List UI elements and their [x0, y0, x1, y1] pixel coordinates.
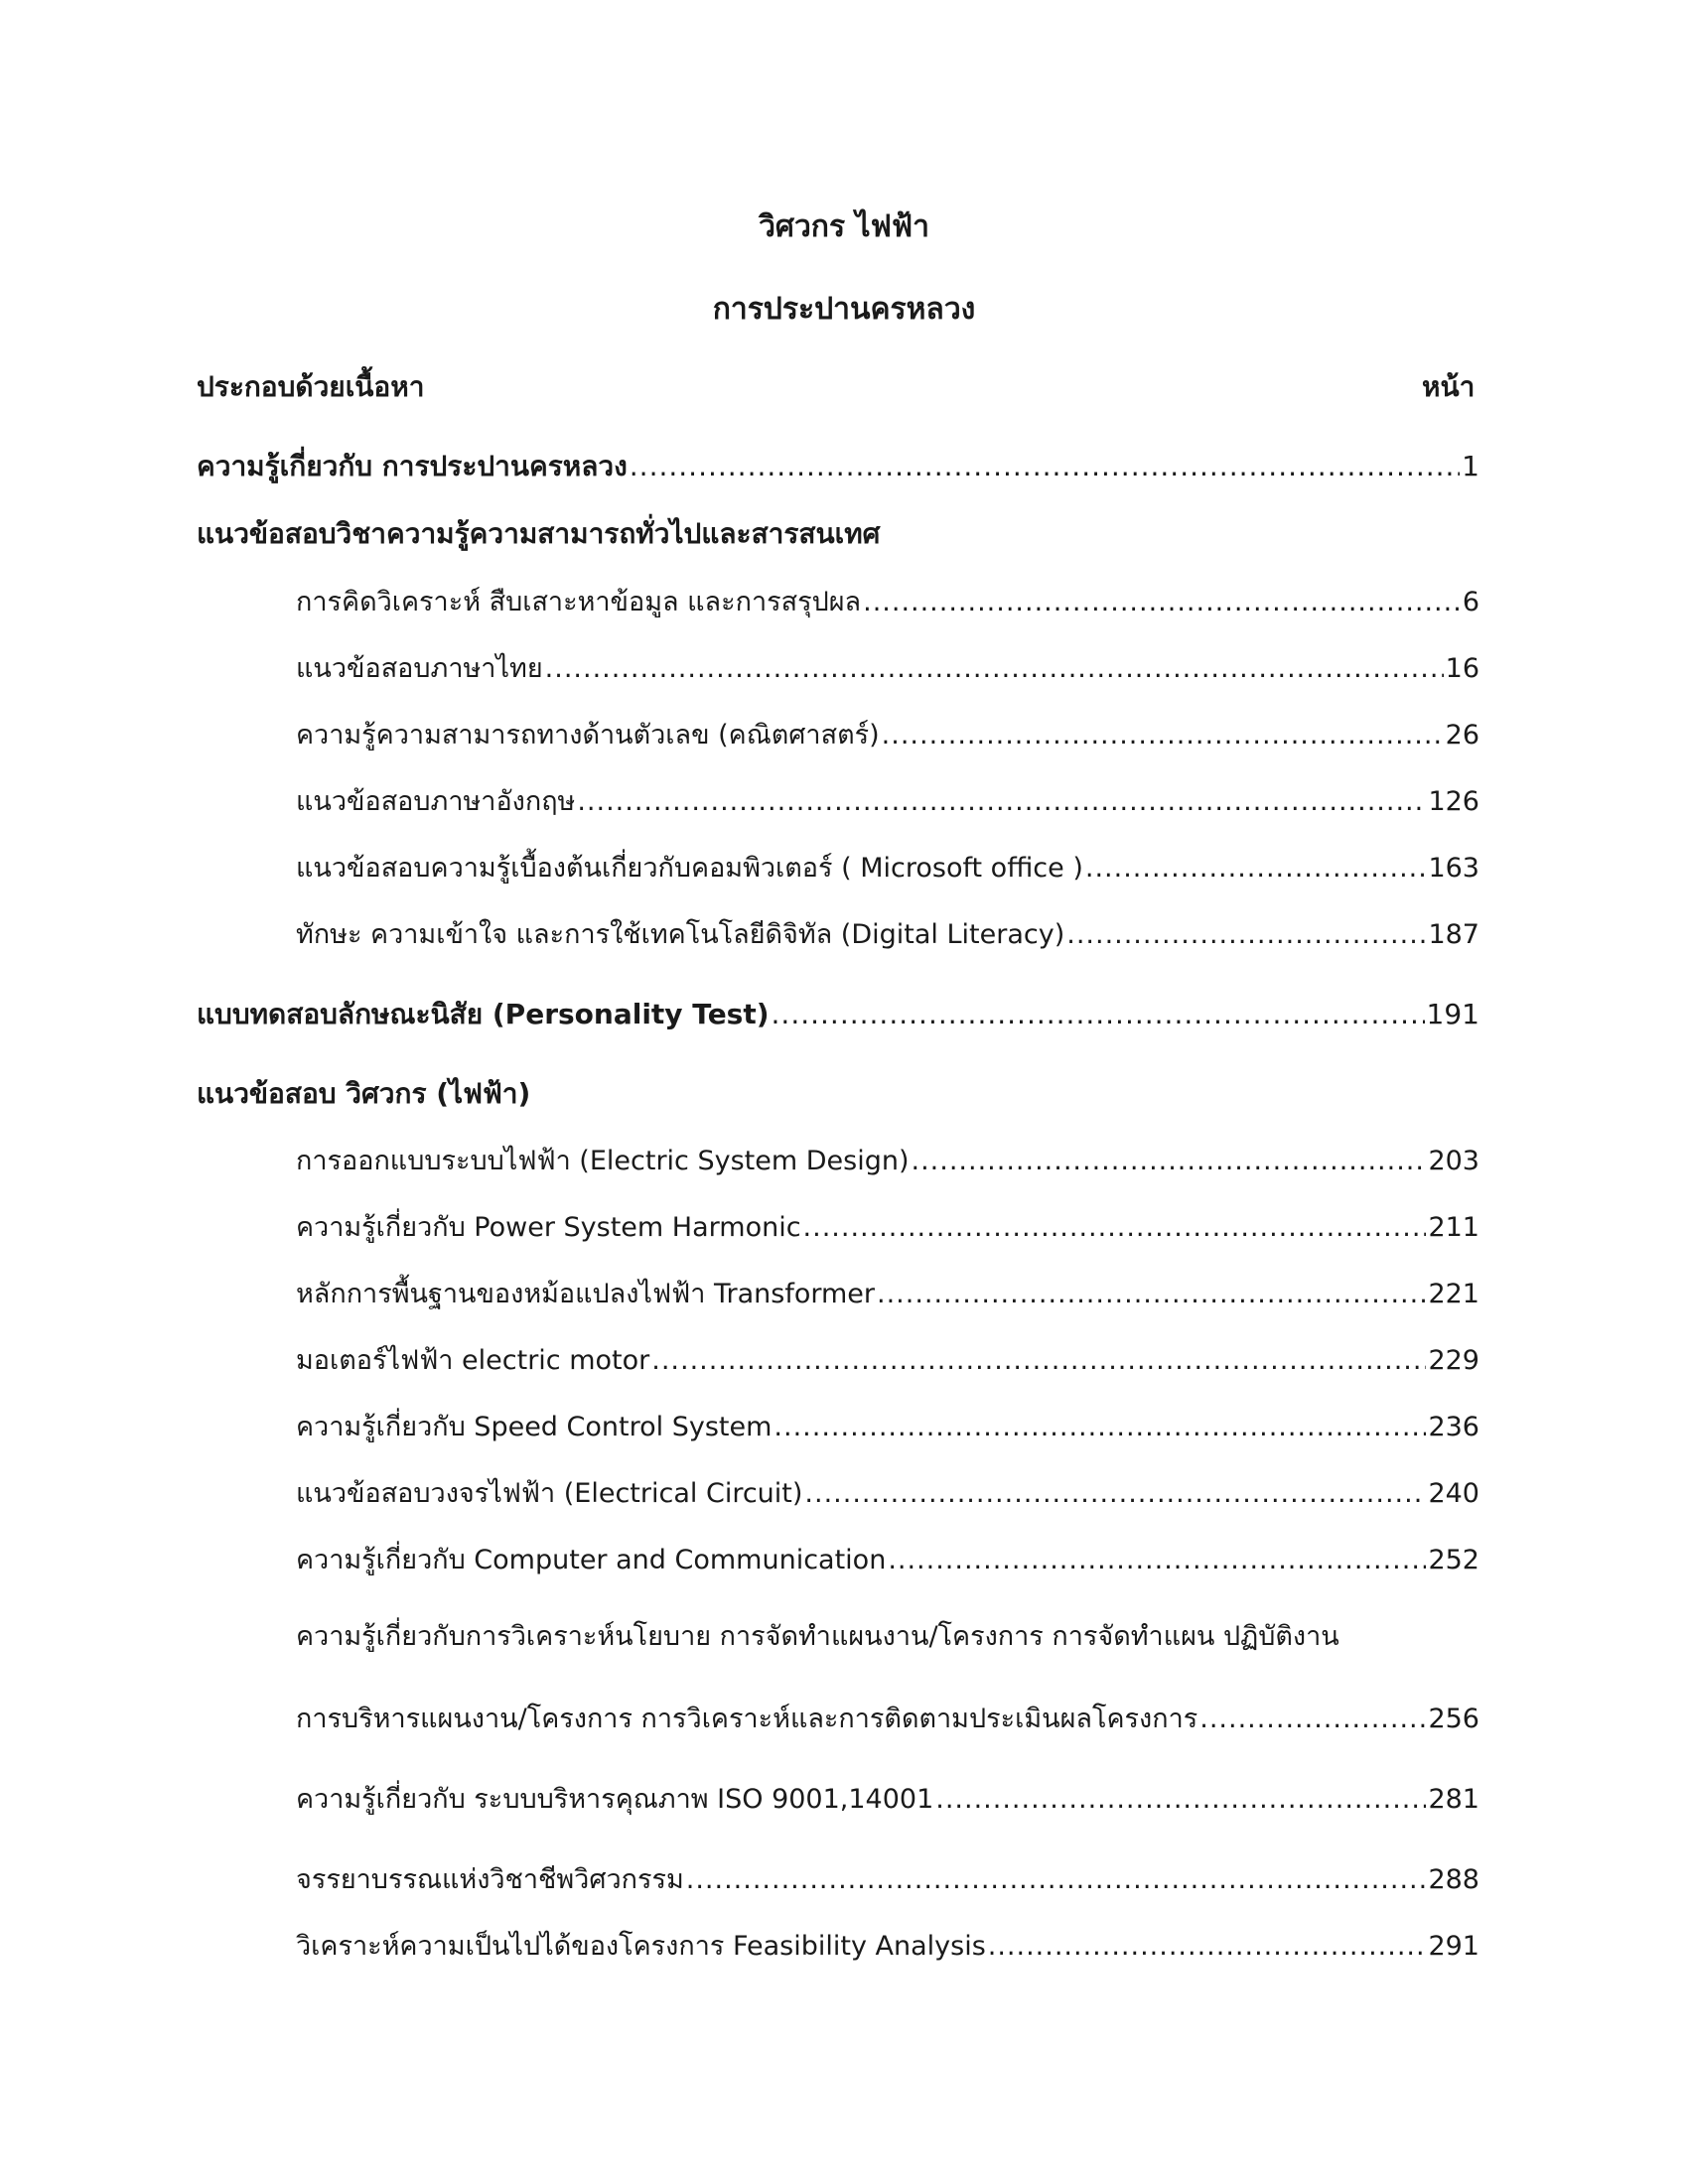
toc-entry[interactable] [296, 912, 1479, 955]
toc-entry-main[interactable] [197, 445, 1479, 488]
toc-entry-page: 126 [1428, 786, 1479, 817]
toc-entry-text: การออกแบบระบบไฟฟ้า (Electric System Design) [296, 1146, 910, 1176]
toc-entry-page: 16 [1445, 653, 1479, 684]
toc-entry-page: 252 [1428, 1545, 1479, 1575]
dot-leader [863, 587, 1461, 617]
toc-entry[interactable] [296, 1205, 1479, 1248]
dot-leader [1199, 1704, 1426, 1734]
section-heading-general: แนวข้อสอบวิชาความรู้ความสามารถทั่วไปและสารสนเทศ [197, 517, 881, 550]
toc-entry-page: 6 [1462, 587, 1479, 617]
toc-entry-text: แนวข้อสอบวงจรไฟฟ้า (Electrical Circuit) [296, 1478, 803, 1509]
toc-entry-page: 1 [1462, 450, 1479, 482]
dot-leader [1066, 919, 1426, 950]
toc-entry-personality[interactable] [197, 993, 1479, 1036]
dot-leader [804, 1478, 1426, 1509]
dot-leader [988, 1931, 1427, 1962]
dot-leader [912, 1146, 1427, 1176]
toc-entry-text: ความรู้ความสามารถทางด้านตัวเลข (คณิตศาสตร์) [296, 720, 880, 751]
toc-entry[interactable] [296, 846, 1479, 888]
toc-policy-line: ความรู้เกี่ยวกับการวิเคราะห์นโยบาย การจัดทำแผนงาน/โครงการ การจัดทำแผน ปฏิบัติงาน [296, 1621, 1339, 1652]
toc-entry-text: ความรู้เกี่ยวกับ Computer and Communication [296, 1545, 887, 1575]
toc-entry-text: แนวข้อสอบภาษาอังกฤษ [296, 786, 576, 817]
toc-entry[interactable] [296, 1272, 1479, 1314]
toc-entry-text: ความรู้เกี่ยวกับ การประปานครหลวง [197, 450, 628, 482]
toc-entry-page: 256 [1428, 1704, 1479, 1734]
dot-leader [877, 1279, 1426, 1309]
dot-leader [651, 1345, 1426, 1376]
page-column-header: หน้า [1422, 370, 1476, 403]
toc-entry[interactable] [296, 1471, 1479, 1514]
dot-leader [1085, 853, 1427, 884]
dot-leader [577, 786, 1426, 817]
document-title: วิศวกร ไฟฟ้า [759, 209, 929, 244]
toc-entry[interactable] [296, 1777, 1479, 1820]
section-heading-engineer: แนวข้อสอบ วิศวกร (ไฟฟ้า) [197, 1077, 531, 1110]
toc-entry-text: แบบทดสอบลักษณะนิสัย (Personality Test) [197, 998, 770, 1030]
toc-entry-text: หลักการพื้นฐานของหม้อแปลงไฟฟ้า Transformer [296, 1279, 875, 1309]
toc-entry-page: 281 [1428, 1784, 1479, 1815]
toc-entry-text: แนวข้อสอบความรู้เบื้องต้นเกี่ยวกับคอมพิวเตอร์ ( Microsoft office ) [296, 853, 1083, 884]
toc-entry-page: 163 [1428, 853, 1479, 884]
toc-entry-text: ความรู้เกี่ยวกับ Power System Harmonic [296, 1212, 801, 1243]
document-subtitle: การประปานครหลวง [712, 292, 976, 327]
toc-entry-page: 240 [1428, 1478, 1479, 1509]
toc-entry-page: 236 [1428, 1412, 1479, 1442]
toc-entry-text: จรรยาบรรณแห่งวิชาชีพวิศวกรรม [296, 1864, 684, 1895]
dot-leader [630, 450, 1460, 482]
toc-entry[interactable] [296, 1857, 1479, 1900]
toc-entry-page: 191 [1426, 998, 1479, 1030]
toc-entry[interactable] [296, 1405, 1479, 1447]
toc-entry[interactable] [296, 779, 1479, 822]
toc-entry-text: การบริหารแผนงาน/โครงการ การวิเคราะห์และการติดตามประเมินผลโครงการ [296, 1704, 1198, 1734]
toc-entry[interactable] [296, 646, 1479, 689]
toc-entry-page: 26 [1445, 720, 1479, 751]
toc-entry-page: 229 [1428, 1345, 1479, 1376]
toc-entry[interactable] [296, 1924, 1479, 1967]
toc-entry-text: การคิดวิเคราะห์ สืบเสาะหาข้อมูล และการสรุปผล [296, 587, 862, 617]
dot-leader [772, 998, 1425, 1030]
toc-entry[interactable] [296, 1139, 1479, 1181]
dot-leader [935, 1784, 1426, 1815]
toc-entry[interactable] [296, 1538, 1479, 1580]
toc-entry-page: 203 [1428, 1146, 1479, 1176]
toc-entry-text: แนวข้อสอบภาษาไทย [296, 653, 543, 684]
contents-header: ประกอบด้วยเนื้อหา [197, 370, 425, 403]
dot-leader [882, 720, 1444, 751]
toc-entry[interactable] [296, 1697, 1479, 1739]
toc-entry-text: ทักษะ ความเข้าใจ และการใช้เทคโนโลยีดิจิทัล (Digital Literacy) [296, 919, 1065, 950]
dot-leader [803, 1212, 1427, 1243]
toc-entry-text: มอเตอร์ไฟฟ้า electric motor [296, 1345, 650, 1376]
toc-entry-text: ความรู้เกี่ยวกับ ระบบบริหารคุณภาพ ISO 9001,14001 [296, 1784, 934, 1815]
toc-entry-page: 187 [1428, 919, 1479, 950]
toc-entry[interactable] [296, 580, 1479, 622]
toc-entry-page: 211 [1428, 1212, 1479, 1243]
toc-entry-text: วิเคราะห์ความเป็นไปได้ของโครงการ Feasibility Analysis [296, 1931, 986, 1962]
toc-entry-page: 221 [1428, 1279, 1479, 1309]
toc-entry-text: ความรู้เกี่ยวกับ Speed Control System [296, 1412, 773, 1442]
dot-leader [888, 1545, 1426, 1575]
toc-entry-page: 291 [1428, 1931, 1479, 1962]
toc-entry[interactable] [296, 1338, 1479, 1381]
dot-leader [774, 1412, 1426, 1442]
dot-leader [545, 653, 1444, 684]
toc-entry[interactable] [296, 713, 1479, 755]
dot-leader [686, 1864, 1427, 1895]
toc-entry-page: 288 [1428, 1864, 1479, 1895]
